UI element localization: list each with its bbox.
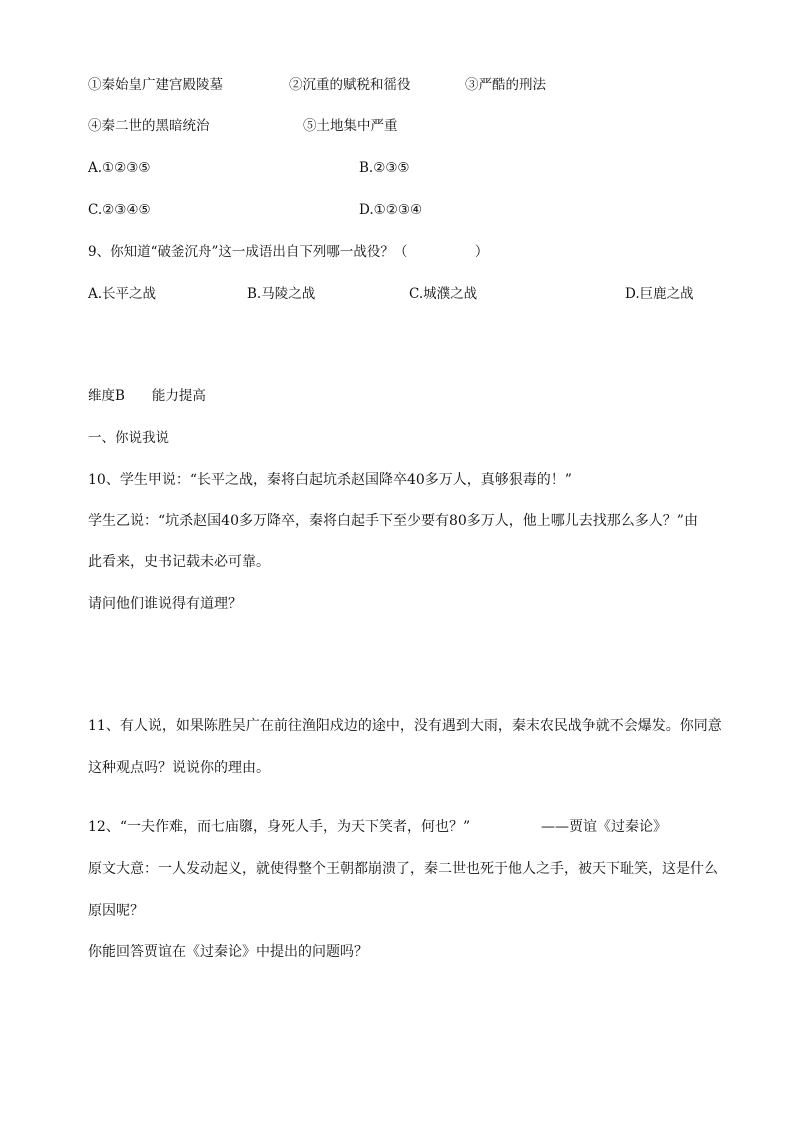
q10-question: 请问他们谁说得有道理？ xyxy=(88,596,242,612)
q10-line-2: 学生乙说：“坑杀赵国40多万降卒，秦将白起手下至少要有80多万人，他上哪儿去找那么多人？”由 xyxy=(88,513,698,529)
q12-question: 你能回答贾谊在《过秦论》中提出的问题吗？ xyxy=(88,944,368,960)
q9-stem: 9、你知道“破釜沉舟”这一成语出自下列哪一战役？（ ） xyxy=(88,244,489,260)
q8-option-4: ④秦二世的黑暗统治 xyxy=(88,118,210,134)
q8-option-1: ①秦始皇广建宫殿陵墓 xyxy=(88,77,223,93)
q12-quote: 12、“一夫作难，而七庙隳，身死人手，为天下笑者，何也？” xyxy=(88,819,471,835)
q8-choice-c: C.②③④⑤ xyxy=(88,202,151,218)
q12-source: ——贾谊《过秦论》 xyxy=(541,819,667,835)
q9-choice-c: C.城濮之战 xyxy=(409,286,478,302)
q9-choice-a: A.长平之战 xyxy=(88,286,157,302)
q8-choice-d: D.①②③④ xyxy=(359,202,423,218)
q12-meaning-line-2: 原因呢？ xyxy=(88,903,144,919)
q8-option-3: ③严酷的刑法 xyxy=(465,77,546,93)
q8-choice-a: A.①②③⑤ xyxy=(88,160,151,176)
q8-option-5: ⑤土地集中严重 xyxy=(303,118,398,134)
q8-option-2: ②沉重的赋税和徭役 xyxy=(289,77,411,93)
q9-choice-b: B.马陵之战 xyxy=(247,286,316,302)
q10-line-1: 10、学生甲说：“长平之战，秦将白起坑杀赵国降卒40多万人，真够狠毒的！” xyxy=(88,472,572,488)
q8-choice-b: B.②③⑤ xyxy=(359,160,410,176)
section-part-heading: 一、你说我说 xyxy=(88,430,169,446)
q10-line-3: 此看来，史书记载未必可靠。 xyxy=(88,554,270,570)
q12-meaning-line-1: 原文大意：一人发动起义，就使得整个王朝都崩溃了，秦二世也死于他人之手，被天下耻笑，这是什么 xyxy=(88,861,718,877)
q9-choice-d: D.巨鹿之战 xyxy=(625,286,694,302)
section-dimension-heading: 维度B 能力提高 xyxy=(88,388,206,404)
q11-line-1: 11、有人说，如果陈胜吴广在前往渔阳戍边的途中，没有遇到大雨，秦末农民战争就不会爆发。你同意 xyxy=(88,718,722,734)
q11-line-2: 这种观点吗？说说你的理由。 xyxy=(88,760,270,776)
